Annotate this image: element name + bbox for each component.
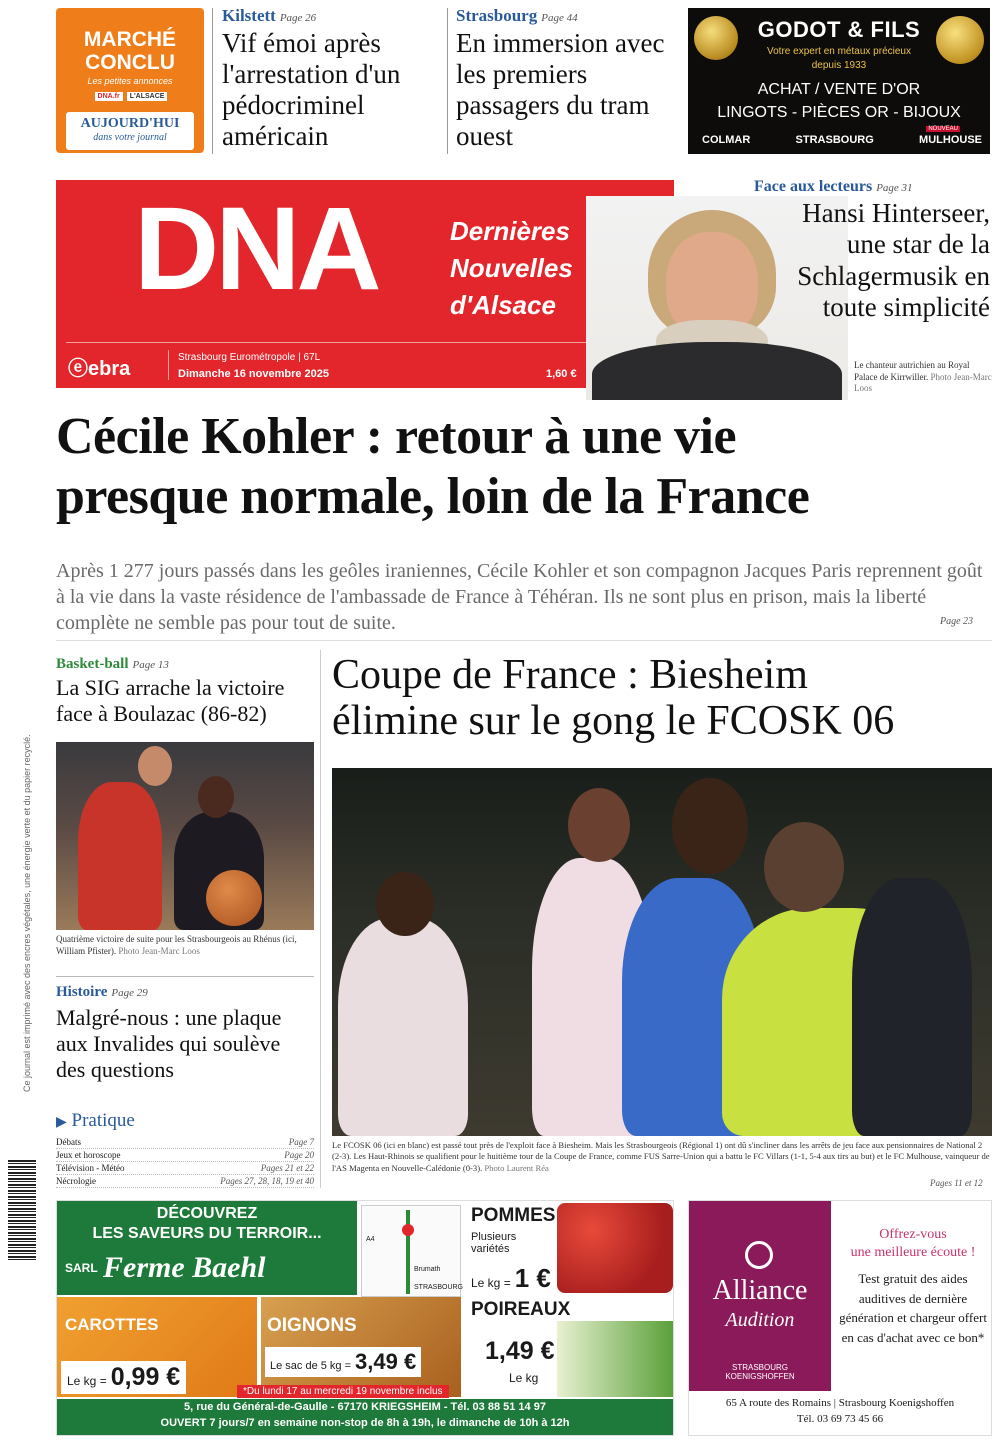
masthead-price: 1,60 € <box>546 368 577 380</box>
player-red <box>78 782 162 930</box>
headline-hansi: Hansi Hinterseer, une star de la Schlagermusik en toute simplicité <box>797 198 990 322</box>
kicker-strasbourg: Strasbourg Page 44 <box>456 6 578 25</box>
lead-headline[interactable]: Cécile Kohler : retour à une vie presque normale, loin de la France <box>56 408 810 526</box>
baehl-dates: *Du lundi 17 au mercredi 19 novembre inclus <box>237 1385 449 1398</box>
ad-baehl[interactable] <box>56 1200 674 1436</box>
headline-strasbourg: En immersion avec les premiers passagers du tram ouest <box>456 28 665 152</box>
ad-godot[interactable] <box>688 8 990 154</box>
alliance-town: STRASBOURG KOENIGSHOFFEN <box>725 1363 795 1381</box>
map-label-strasbourg: STRASBOURG <box>414 1284 464 1291</box>
coupe-pages: Pages 11 et 12 <box>930 1178 983 1188</box>
histoire-block[interactable] <box>56 984 314 1083</box>
mid-player-head <box>568 788 630 862</box>
oignons-price-box: Le sac de 5 kg = 3,49 € <box>265 1347 421 1377</box>
lead-page: Page 23 <box>940 616 974 627</box>
alliance-offer-2: une meilleure écoute ! <box>850 1245 976 1260</box>
headline-histoire: Malgré-nous : une plaque aux Invalides qui soulève des questions <box>56 1005 282 1082</box>
basketball-icon <box>206 870 262 926</box>
map-road <box>406 1210 410 1294</box>
marche-title-1: MARCHÉ <box>83 28 177 51</box>
town-colmar: COLMAR <box>702 134 751 146</box>
baehl-poireaux: POIREAUX <box>471 1299 571 1320</box>
pratique-list <box>56 1136 314 1188</box>
alliance-brand-sub: Audition <box>725 1309 795 1331</box>
alliance-brand: Alliance <box>712 1275 808 1306</box>
godot-towns <box>702 134 982 146</box>
hansi-coat <box>592 342 842 400</box>
caption-coupe: Le FCOSK 06 (ici en blanc) est passé tout près de l'exploit face à Biesheim. Mais les Strasbourgeois (Régional 1) ont dû s'incliner dans les arrêts de jeu face aux pensionnaires de National 2 (2-3). Les Haut-Rhinois se qualifient pour le huitième tour de la Coupe de France, comme FUS Sarre-Union qui a battu le FC Villars (1-1, 5-4 aux tirs au but) et le FC Mulhouse, vainqueur de l'AS Magenta en Nouvelle-Calédonie (0-3). Photo Laurent Réa <box>332 1140 990 1173</box>
baehl-oignons: OIGNONS <box>267 1315 357 1336</box>
apples-img <box>557 1203 673 1293</box>
caption-hansi: Le chanteur autrichien au Royal Palace de Kirrwiller. Photo Jean-Marc Loos <box>854 360 992 394</box>
baehl-line1: DÉCOUVREZ <box>156 1205 258 1222</box>
ebra-mark-icon: ⓔ <box>68 358 88 380</box>
marche-today: AUJOURD'HUI <box>80 116 180 131</box>
kicker-histoire: Histoire Page 29 <box>56 984 148 1000</box>
pratique-item[interactable]: Télévision - Météo Pages 21 et 22 <box>56 1163 314 1173</box>
masthead <box>56 180 674 388</box>
masthead-divider <box>66 342 664 343</box>
baehl-hours: OUVERT 7 jours/7 en semaine non-stop de 8h à 19h, le dimanche de 10h à 12h <box>160 1417 570 1429</box>
town-strasbourg: STRASBOURG <box>795 134 874 146</box>
face-lecteurs[interactable] <box>754 178 990 196</box>
marche-conclu-box[interactable] <box>56 8 204 153</box>
alliance-phone: Tél. 03 69 73 45 66 <box>796 1413 884 1425</box>
headline-kilstett: Vif émoi après l'arrestation d'un pédocriminel américain <box>222 28 401 152</box>
player-red-head <box>138 746 172 786</box>
pratique-item[interactable]: Nécrologie Pages 27, 28, 18, 19 et 40 <box>56 1176 314 1186</box>
coupe-photo[interactable] <box>332 768 992 1136</box>
marche-today-sub: dans votre journal <box>93 132 167 143</box>
coupe-headline[interactable]: Coupe de France : Biesheim élimine sur le gong le FCOSK 06 <box>332 652 895 744</box>
headline-basket: La SIG arrache la victoire face à Boulazac (86-82) <box>56 675 285 726</box>
masthead-name-3: d'Alsace <box>450 290 556 320</box>
godot-badge: NOUVEAU <box>928 126 958 132</box>
pratique-item[interactable]: Débats Page 7 <box>56 1137 314 1147</box>
basket-block[interactable] <box>56 656 314 727</box>
bg-player-left <box>338 918 468 1136</box>
baehl-name: Ferme Baehl <box>103 1251 266 1284</box>
tag-dna: DNA.fr <box>95 92 123 101</box>
marche-sub: Les petites annonces <box>87 76 173 86</box>
bg-player-left-head <box>376 872 434 936</box>
keeper-head <box>764 822 844 912</box>
bg-player-right <box>852 878 972 1136</box>
poireaux-price: 1,49 € <box>485 1337 555 1365</box>
teaser-strasbourg[interactable] <box>456 6 682 152</box>
pratique-item[interactable]: Jeux et horoscope Page 20 <box>56 1150 314 1160</box>
ad-alliance[interactable] <box>688 1200 992 1436</box>
alliance-offer-1: Offrez-vous <box>879 1227 947 1242</box>
caption-basket: Quatrième victoire de suite pour les Strasbourgeois au Rhénus (ici, William Pfister). Photo Jean-Marc Loos <box>56 934 297 956</box>
baehl-carottes: CAROTTES <box>65 1315 159 1334</box>
masthead-vbar <box>168 350 169 380</box>
baehl-pommes-sub: Plusieurs variétés <box>471 1231 517 1255</box>
pratique-title: ▶ Pratique <box>56 1110 135 1131</box>
kicker-basket: Basket-ball Page 13 <box>56 656 169 672</box>
map-pin-icon <box>402 1224 414 1236</box>
baehl-sarl: SARL <box>65 1261 98 1275</box>
lead-standfirst: Après 1 277 jours passés dans les geôles iraniennes, Cécile Kohler et son compagnon Jacques Paris reprennent goût à la vie dans la vaste résidence de l'ambassade de France à Téhéran. Ils ne sont plus en prison, mais la liberté complète ne semble pas pour tout de suite. <box>56 560 983 634</box>
baehl-address: 5, rue du Général-de-Gaulle - 67170 KRIEGSHEIM - Tél. 03 88 51 14 97 <box>184 1401 546 1413</box>
ebra-logo: ⓔebra <box>68 358 131 380</box>
baehl-pommes: POMMES <box>471 1205 556 1226</box>
barcode <box>8 1160 36 1260</box>
marche-tags <box>86 92 176 101</box>
kicker-kilstett: Kilstett Page 26 <box>222 6 317 25</box>
godot-line2: LINGOTS - PIÈCES OR - BIJOUX <box>717 104 961 121</box>
marche-today-box <box>66 112 194 150</box>
masthead-name-1: Dernières <box>450 216 570 246</box>
town-mulhouse: MULHOUSE <box>919 134 982 146</box>
masthead-date: Dimanche 16 novembre 2025 <box>178 368 330 380</box>
teaser-kilstett[interactable] <box>222 6 442 152</box>
tag-alsace: L'ALSACE <box>127 92 168 101</box>
godot-line1: ACHAT / VENTE D'OR <box>757 81 921 98</box>
leeks-img <box>557 1321 673 1397</box>
map-label-a4: A4 <box>366 1236 375 1243</box>
alliance-address: 65 A route des Romains | Strasbourg Koenigshoffen <box>725 1397 955 1409</box>
alliance-body: Test gratuit des aides auditives de dernière génération et chargeur offert en cas d'achat avec ce bon* <box>839 1271 987 1345</box>
player-dark-head <box>198 776 234 818</box>
dna-logo: DNA <box>134 183 378 315</box>
alliance-swirl-icon <box>745 1241 773 1269</box>
godot-since: depuis 1933 <box>811 60 867 71</box>
kicker-face-lecteurs: Face aux lecteurs Page 31 <box>754 178 913 195</box>
sidebar-note: Ce journal est imprimé avec des encres végétales, une énergie verte et du papier recyclé. <box>22 734 32 1092</box>
blue-player-head <box>672 778 748 874</box>
poireaux-unit: Le kg <box>509 1371 539 1385</box>
basket-photo[interactable] <box>56 742 314 930</box>
godot-brand: GODOT & FILS <box>757 17 921 42</box>
pommes-price: Le kg = 1 € <box>471 1263 551 1293</box>
masthead-edition: Strasbourg Eurométropole | 67L <box>178 352 321 363</box>
carottes-price-box: Le kg = 0,99 € <box>61 1361 186 1394</box>
godot-tagline: Votre expert en métaux précieux <box>767 46 911 57</box>
baehl-line2: LES SAVEURS DU TERROIR... <box>92 1225 322 1242</box>
map-label-brumath: Brumath <box>414 1266 441 1273</box>
masthead-name-2: Nouvelles <box>450 253 573 283</box>
marche-title-2: CONCLU <box>85 51 175 74</box>
triangle-right-icon: ▶ <box>56 1115 67 1130</box>
pratique-box <box>56 1110 314 1188</box>
baehl-map <box>361 1205 464 1297</box>
